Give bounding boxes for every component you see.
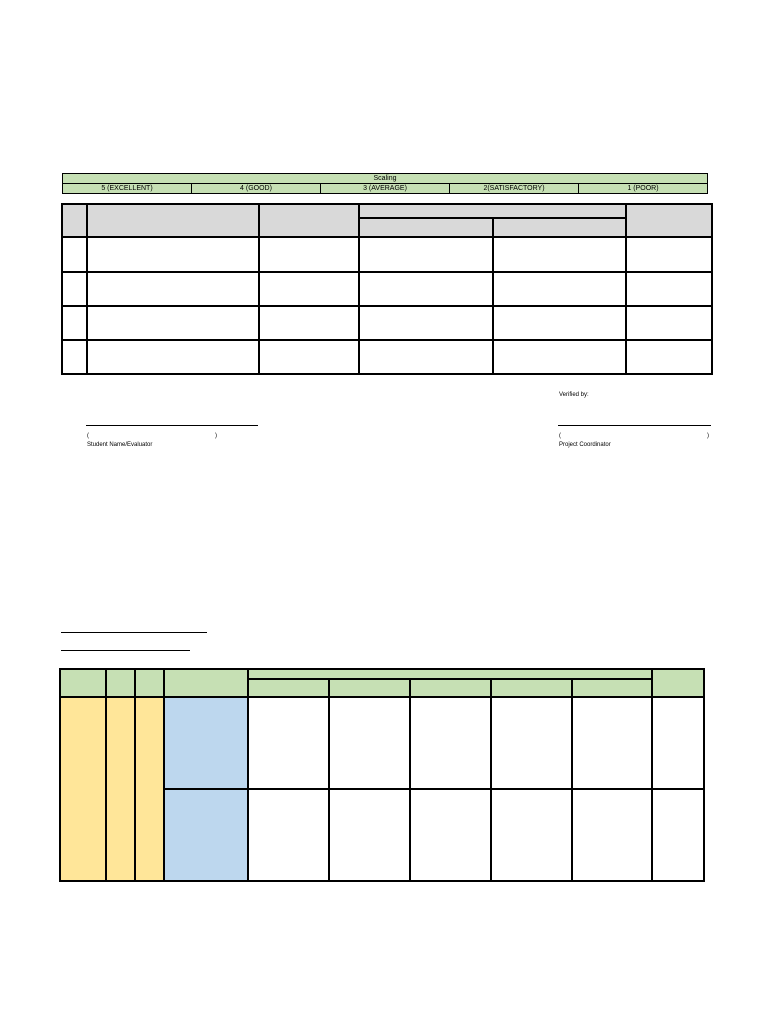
evaluator-close-paren: ) xyxy=(215,433,217,439)
rubric-col-rule-7 xyxy=(490,678,492,880)
field-underline-2 xyxy=(61,650,190,651)
evaluator-caption: Student Name/Evaluator xyxy=(87,442,153,448)
row-rule-2 xyxy=(63,305,711,307)
col-rule-2 xyxy=(258,205,260,373)
scale-level-2: 2(SATISFACTORY) xyxy=(450,184,579,194)
coordinator-caption: Project Coordinator xyxy=(559,442,611,448)
scale-level-4: 4 (GOOD) xyxy=(192,184,321,194)
coordinator-close-paren: ) xyxy=(707,433,709,439)
rubric-header xyxy=(61,670,703,697)
col-rule-1 xyxy=(86,205,88,373)
evaluator-signature-line xyxy=(86,425,258,426)
rubric-col-rule-1 xyxy=(105,670,107,880)
rubric-row-rule xyxy=(165,788,703,790)
scaling-table xyxy=(62,173,708,194)
rubric-yellow-columns xyxy=(61,697,165,880)
rubric-col-rule-9 xyxy=(651,670,653,880)
rubric-col-rule-3 xyxy=(163,670,165,880)
col-rule-3 xyxy=(358,205,360,373)
rubric-col-rule-4 xyxy=(247,670,249,880)
rubric-col-rule-2 xyxy=(134,670,136,880)
row-rule-1 xyxy=(63,271,711,273)
col-rule-4 xyxy=(492,219,494,373)
rubric-header-rule xyxy=(61,696,703,698)
scaling-title: Scaling xyxy=(63,174,708,184)
verified-by-label: Verified by: xyxy=(559,392,589,398)
header-bottom-rule xyxy=(63,236,711,238)
scale-level-3: 3 (AVERAGE) xyxy=(321,184,450,194)
evaluation-table xyxy=(61,203,713,375)
rubric-col-rule-5 xyxy=(328,678,330,880)
field-underline-1 xyxy=(61,632,207,633)
scale-level-1: 1 (POOR) xyxy=(579,184,708,194)
rubric-table xyxy=(59,668,705,882)
rubric-col-rule-8 xyxy=(571,678,573,880)
row-rule-3 xyxy=(63,339,711,341)
coordinator-open-paren: ( xyxy=(559,433,561,439)
evaluator-open-paren: ( xyxy=(87,433,89,439)
col-rule-5 xyxy=(625,205,627,373)
rubric-subheader-rule xyxy=(248,678,652,680)
coordinator-signature-line xyxy=(558,425,711,426)
rubric-col-rule-6 xyxy=(409,678,411,880)
scale-level-5: 5 (EXCELLENT) xyxy=(63,184,192,194)
